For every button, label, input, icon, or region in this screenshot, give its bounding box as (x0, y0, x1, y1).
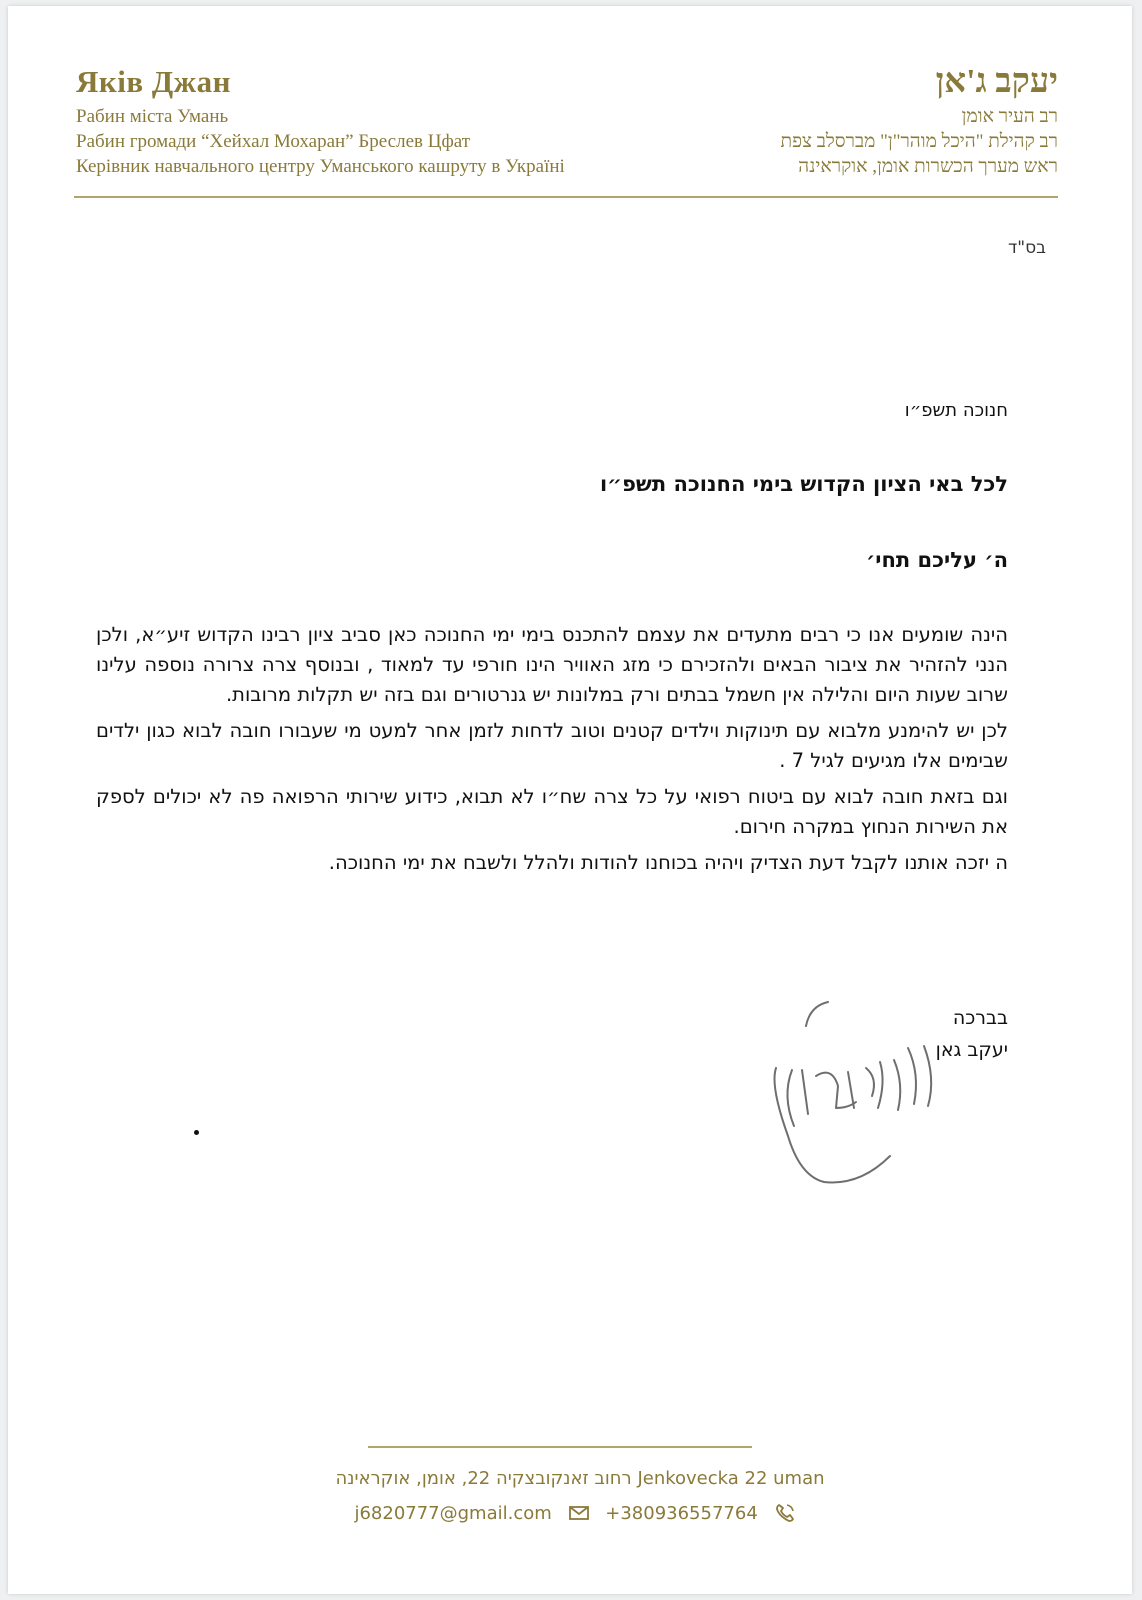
header-divider (74, 196, 1058, 198)
bsd-mark: בס"ד (1008, 238, 1046, 258)
title-line-3-ukrainian: Керівник навчального центру Уманського кашруту в Україні (76, 156, 565, 177)
email-text[interactable]: j6820777@gmail.com (354, 1502, 552, 1524)
title-line-1-hebrew: רב העיר אומן (961, 106, 1058, 127)
signer-name: יעקב גאן (935, 1039, 1008, 1061)
title-line-2-hebrew: רב קהילת "היכל מוהר"ן" מברסלב צפת (780, 131, 1058, 152)
footer-contacts (208, 1502, 952, 1524)
closing-word: בברכה (952, 1007, 1008, 1029)
body-paragraph-2: לכן יש להימנע מלבוא עם תינוקות וילדים קטנים וטוב לדחות לזמן אחר למעט מי שעבורו חובה לבוא כגון ילדים שבימים אלו מגיעים לגיל 7 . (96, 719, 1008, 772)
letter-greeting: ה׳ עליכם תחי׳ (865, 548, 1008, 572)
letter-page (8, 6, 1132, 1594)
footer-address: רחוב זאנקובצקיה 22, אומן, אוקראינה Jenkovecka 22 uman (335, 1468, 825, 1489)
phone-icon (774, 1502, 796, 1524)
title-line-2-ukrainian: Рабин громади “Хейхал Мохаран” Бреслев Цфат (76, 131, 471, 152)
letterhead-ukrainian (76, 62, 565, 179)
envelope-icon (568, 1502, 590, 1524)
phone-text[interactable]: +380936557764 (605, 1502, 758, 1524)
body-paragraph-1: הינה שומעים אנו כי רבים מתעדים את עצמם להתכנס בימי ימי החנוכה כאן סביב ציון רבינו הקדוש זיע״א, ולכן הנני להזהיר את ציבור הבאים ולהזכירם כי מזג האוויר הינו חורפי עד למאוד , ובנוסף צרה צרורה נוספה עלינו שרוב שעות היום והלילה אין חשמל בבתים ורק במלונות יש גנרטורים וגם בזה יש תקלות מרובות. (96, 623, 1008, 706)
handwritten-signature (748, 986, 968, 1206)
title-line-3-hebrew: ראש מערך הכשרות אומן, אוקראינה (798, 156, 1058, 177)
rabbi-name-ukrainian: Яків Джан (76, 64, 232, 99)
letter-date: חנוכה תשפ״ו (904, 400, 1008, 421)
letter-subject: לכל באי הציון הקדוש בימי החנוכה תשפ״ו (599, 472, 1008, 496)
body-paragraph-3: וגם בזאת חובה לבוא עם ביטוח רפואי על כל צרה שח״ו לא תבוא, כידוע שירותי הרפואה פה לא יכולים לספק את השירות הנחוץ במקרה חירום. (96, 785, 1008, 838)
footer-divider (368, 1446, 752, 1448)
rabbi-name-hebrew: יעקב ג'אן (935, 63, 1058, 100)
body-paragraph-4: ה יזכה אותנו לקבל דעת הצדיק ויהיה בכוחנו להודות ולהלל ולשבח את ימי החנוכה. (328, 851, 1008, 874)
title-line-1-ukrainian: Рабин міста Умань (76, 106, 229, 127)
letter-body (96, 620, 1008, 884)
stray-dot (194, 1130, 199, 1135)
letterhead-hebrew (781, 62, 1058, 179)
